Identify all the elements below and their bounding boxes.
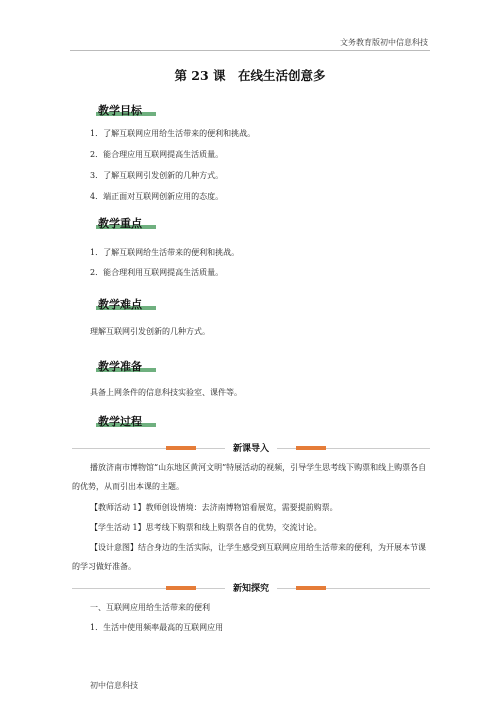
header-rule — [70, 50, 430, 51]
explore-divider — [72, 582, 430, 594]
objective-item: 1．了解互联网应用给生活带来的便利和挑战。 — [90, 129, 256, 138]
intro-paragraph: 播放济南市博物馆“山东地区黄河文明”特展活动的视频，引导学生思考线下购票和线上购票各自的优势，从而引出本课的主题。 — [72, 463, 427, 491]
key-point-item: 2．能合理利用互联网提高生活质量。 — [90, 268, 224, 277]
objective-item: 3．了解互联网引发创新的几种方式。 — [90, 171, 224, 180]
explore-line: 一、互联网应用给生活带来的便利 — [90, 603, 210, 612]
key-point-item: 1．了解互联网给生活带来的便利和挑战。 — [90, 248, 240, 257]
student-activity-paragraph: 【学生活动 1】思考线下购票和线上购票各自的优势，交流讨论。 — [90, 523, 322, 532]
objectives-heading: 教学目标 — [98, 104, 142, 117]
difficulties-heading: 教学难点 — [98, 298, 142, 311]
explore-line: 1．生活中使用频率最高的互联网应用 — [90, 623, 224, 632]
design-intent-paragraph: 【设计意图】结合身边的生活实际，让学生感受到互联网应用给生活带来的便利，为开展本节课的学习做好准备。 — [72, 543, 426, 571]
header-publisher: 文务教育版初中信息科技 — [340, 38, 428, 47]
process-heading: 教学过程 — [98, 415, 142, 428]
difficulties-text: 理解互联网引发创新的几种方式。 — [90, 327, 210, 336]
objective-item: 4．端正面对互联网创新应用的态度。 — [90, 192, 224, 201]
objective-item: 2．能合理应用互联网提高生活质量。 — [90, 150, 224, 159]
explore-label: 新知探究 — [72, 581, 430, 594]
lesson-title: 第 23 课 在线生活创意多 — [174, 68, 326, 83]
intro-label: 新课导入 — [72, 441, 430, 454]
preparation-text: 具备上网条件的信息科技实验室、课件等。 — [90, 388, 242, 397]
footer-text: 初中信息科技 — [90, 681, 138, 690]
key-points-heading: 教学重点 — [98, 217, 142, 230]
teacher-activity-paragraph: 【教师活动 1】教师创设情境：去济南博物馆看展览，需要提前购票。 — [90, 503, 338, 512]
preparation-heading: 教学准备 — [98, 360, 142, 373]
intro-divider — [72, 442, 430, 454]
